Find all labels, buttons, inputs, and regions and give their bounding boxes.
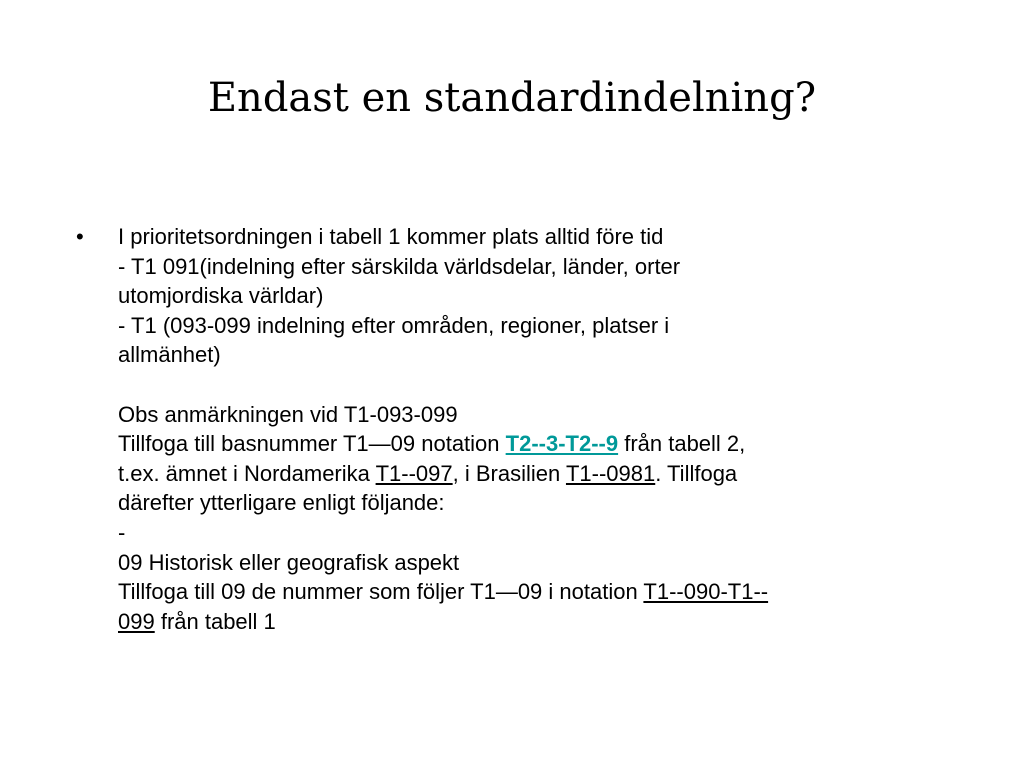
text-segment: t.ex. ämnet i Nordamerika bbox=[118, 460, 376, 486]
text-segment: . Tillfoga bbox=[655, 460, 738, 486]
text-segment: Tillfoga till 09 de nummer som följer T1—09 i notation bbox=[118, 579, 644, 605]
text-line-8 bbox=[118, 459, 896, 489]
bullet-content bbox=[118, 222, 896, 636]
text-line-13 bbox=[118, 607, 896, 637]
notation-link-t2[interactable]: T2--3-T2--9 bbox=[505, 431, 619, 457]
text-line-11: 09 Historisk eller geografisk aspekt bbox=[118, 549, 460, 575]
slide-body bbox=[76, 222, 896, 636]
text-segment: Tillfoga till basnummer T1—09 notation bbox=[118, 431, 506, 457]
text-line-4: - T1 (093-099 indelning efter områden, regioner, platser i bbox=[118, 312, 670, 338]
blank-line bbox=[118, 370, 896, 400]
text-line-10: - bbox=[118, 519, 126, 545]
text-segment: från tabell 1 bbox=[154, 608, 276, 634]
notation-t1-0981: T1--0981 bbox=[565, 460, 656, 486]
notation-t1-090-099-part1: T1--090-T1-- bbox=[643, 579, 769, 605]
text-segment: , i Brasilien bbox=[452, 460, 566, 486]
text-segment: från tabell 2, bbox=[618, 431, 746, 457]
text-line-5: allmänhet) bbox=[118, 342, 221, 368]
bullet-marker: • bbox=[76, 224, 84, 249]
notation-t1-090-099-part2: 099 bbox=[118, 608, 155, 634]
slide-title: Endast en standardindelning? bbox=[207, 75, 817, 121]
text-line-1: I prioritetsordningen i tabell 1 kommer plats alltid före tid bbox=[118, 224, 664, 249]
notation-t1-097: T1--097 bbox=[375, 460, 453, 486]
text-line-7 bbox=[118, 429, 896, 459]
text-line-9: därefter ytterligare enligt följande: bbox=[118, 490, 445, 516]
text-line-6: Obs anmärkningen vid T1-093-099 bbox=[118, 401, 458, 427]
text-line-2: - T1 091(indelning efter särskilda världsdelar, länder, orter bbox=[118, 253, 681, 279]
text-line-3: utomjordiska världar) bbox=[118, 283, 324, 309]
text-line-12 bbox=[118, 577, 896, 607]
